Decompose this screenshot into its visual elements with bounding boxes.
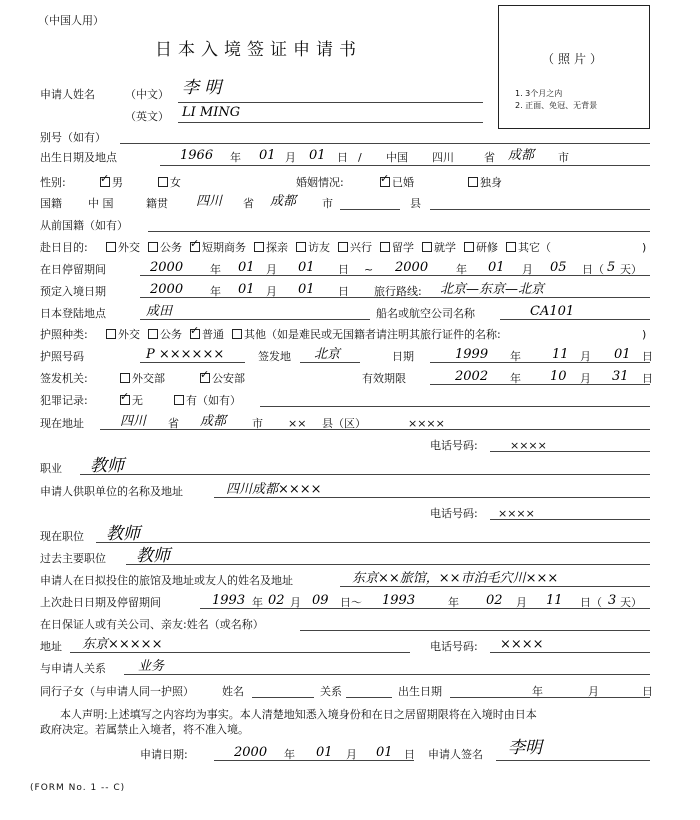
authority-mfa-option[interactable] [120,373,165,384]
last-visit-day-from[interactable]: 09 [312,593,329,608]
passport-no-label: 护照号码 [40,350,84,363]
purpose-other-label: 其它（ [518,241,551,254]
ship-value[interactable]: CA101 [530,304,575,319]
sign-month[interactable]: 01 [316,745,333,760]
purpose-school-label: 就学 [434,241,456,254]
children-label: 同行子女（与申请人同一护照） [40,685,194,698]
purpose-friends-label: 访友 [308,241,330,254]
children-birth-label: 出生日期 [398,685,442,698]
expiry-label: 有效期限 [362,372,406,385]
checkbox-icon[interactable] [338,242,348,252]
crime-none-option[interactable] [120,395,143,406]
checkbox-icon[interactable] [148,242,158,252]
expiry-month-unit: 月 [580,372,591,385]
purpose-official-label: 公务 [160,241,182,254]
route-value[interactable]: 北京—东京—北京 [440,282,545,297]
alias-label: 别号（如有） [40,131,106,144]
address-tel-label: 电话号码: [430,439,478,452]
checkbox-checked-icon[interactable] [100,177,110,187]
purpose-business[interactable] [190,241,246,254]
birth-city[interactable]: 成都 [508,148,535,163]
checkbox-icon[interactable] [174,395,184,405]
nationality-value: 中 国 [88,197,114,210]
last-visit-month-unit-from: 月 [290,596,301,609]
crime-none-label: 无 [132,394,143,407]
checkbox-icon[interactable] [148,329,158,339]
passport-official[interactable] [148,328,182,341]
marital-married-label: 已婚 [392,176,414,189]
authority-mps-label: 公安部 [212,372,245,385]
stay-month-from[interactable]: 01 [238,260,255,275]
purpose-performance[interactable] [338,241,372,254]
last-visit-days-open: 日（ [580,596,602,609]
photo-note-2: 2. 正面、免冠、无背景 [515,101,598,110]
job-value[interactable]: 教师 [90,456,124,476]
last-visit-year-unit-to: 年 [448,596,459,609]
guarantor-address-value[interactable]: 东京××××× [82,637,163,652]
address-detail: ×××× [408,417,445,430]
purpose-other[interactable] [506,241,551,254]
past-post-value[interactable]: 教师 [136,546,170,566]
name-label: 申请人姓名 [40,88,95,101]
stay-days[interactable]: 5 [607,260,616,275]
entry-label: 预定入境日期 [40,285,106,298]
purpose-close: ) [642,241,647,254]
purpose-options [106,242,559,253]
current-post-label: 现在职位 [40,530,84,543]
purpose-diplomatic-label: 外交 [118,241,140,254]
purpose-performance-label: 兴行 [350,241,372,254]
birth-country: 中国 [386,151,408,164]
last-visit-month-from[interactable]: 02 [268,593,285,608]
birth-province-unit: 省 [484,151,495,164]
last-visit-days[interactable]: 3 [608,593,617,608]
issue-year[interactable]: 1999 [455,347,489,362]
checkbox-icon[interactable] [506,242,516,252]
checkbox-icon[interactable] [232,329,242,339]
sex-male-label: 男 [112,176,123,189]
origin-city[interactable]: 成都 [270,194,297,209]
stay-day-unit-from: 日 [338,263,349,276]
purpose-official[interactable] [148,241,182,254]
expiry-year-unit: 年 [510,372,521,385]
sex-male-option[interactable] [100,177,123,188]
stay-label: 在日停留期间 [40,263,106,276]
children-day-unit: 日 [642,685,653,698]
address-province-unit: 省 [168,417,179,430]
stay-month-unit-to: 月 [522,263,533,276]
stay-day-from[interactable]: 01 [298,260,315,275]
checkbox-icon[interactable] [468,177,478,187]
sex-female-option[interactable] [158,177,181,188]
entry-year-unit: 年 [210,285,221,298]
port-label: 日本登陆地点 [40,307,106,320]
last-visit-label: 上次赴日日期及停留期间 [40,596,161,609]
stay-days-open: 日（ [582,263,604,276]
checkbox-icon[interactable] [464,242,474,252]
expiry-day[interactable]: 31 [612,369,629,384]
checkbox-icon[interactable] [254,242,264,252]
origin-province[interactable]: 四川 [196,194,223,209]
photo-label: （照片） [541,52,606,66]
passport-no-value[interactable]: P ×××××× [146,347,225,362]
children-year-unit: 年 [532,685,543,698]
children-name-label: 姓名 [222,685,244,698]
checkbox-icon[interactable] [106,242,116,252]
expiry-month[interactable]: 10 [550,369,567,384]
checkbox-icon[interactable] [380,242,390,252]
sign-month-unit: 月 [346,748,357,761]
address-tel-value: ×××× [510,439,547,452]
issue-place-value[interactable]: 北京 [314,347,341,362]
passport-type-options [106,329,509,340]
origin-city-unit: 市 [322,197,333,210]
authority-mfa-label: 外交部 [132,372,165,385]
birth-year[interactable]: 1966 [180,148,214,163]
signature-label: 申请人签名 [428,748,483,761]
marital-single-option[interactable] [468,177,502,188]
address-city[interactable]: 成都 [200,414,227,429]
checkbox-icon[interactable] [120,373,130,383]
address-label: 现在地址 [40,417,84,430]
last-visit-year-from[interactable]: 1993 [212,593,246,608]
passport-type-label: 护照种类: [40,328,88,341]
former-nationality-label: 从前国籍（如有） [40,219,128,232]
children-relation-label: 关系 [320,685,342,698]
stay-year-to[interactable]: 2000 [395,260,429,275]
checkbox-checked-icon[interactable] [190,242,200,252]
route-label: 旅行路线: [374,285,422,298]
address-city-unit: 市 [252,417,263,430]
passport-ordinary[interactable] [190,328,224,341]
passport-other-label: 其他（如是难民或无国籍者请注明其旅行证件的名称: [244,328,501,341]
checkbox-icon[interactable] [158,177,168,187]
checkbox-icon[interactable] [106,329,116,339]
entry-day[interactable]: 01 [298,282,315,297]
passport-diplomatic-label: 外交 [118,328,140,341]
sign-day[interactable]: 01 [376,745,393,760]
entry-day-unit: 日 [338,285,349,298]
form-number: (FORM No. 1 -- C) [30,783,126,793]
purpose-family-label: 探亲 [266,241,288,254]
stay-year-unit-to: 年 [456,263,467,276]
entry-month[interactable]: 01 [238,282,255,297]
birth-city-unit: 市 [558,151,569,164]
birth-province: 四川 [432,151,454,164]
ship-label: 船名或航空公司名称 [376,307,475,320]
origin-county-unit: 县 [410,197,421,210]
purpose-training-label: 研修 [476,241,498,254]
employer-tel-value: ×××× [498,507,535,520]
address-county-unit: 县（区） [322,417,366,430]
checkbox-checked-icon[interactable] [200,373,210,383]
photo-note-1: 1. 3个月之内 [515,89,563,98]
port-value[interactable]: 成田 [146,304,173,319]
name-en-label: （英文） [125,110,169,123]
crime-has-label: 有（如有） [186,394,241,407]
passport-type-close: ) [642,328,647,341]
last-visit-year-unit-from: 年 [252,596,263,609]
sex-label: 性别: [40,176,66,189]
passport-diplomatic[interactable] [106,328,140,341]
entry-year[interactable]: 2000 [150,282,184,297]
birth-year-unit: 年 [230,151,241,164]
stay-year-from[interactable]: 2000 [150,260,184,275]
marital-label: 婚姻情况: [296,176,344,189]
purpose-study-label: 留学 [392,241,414,254]
employer-tel-label: 电话号码: [430,507,478,520]
birth-label: 出生日期及地点 [40,151,117,164]
origin-province-unit: 省 [243,197,254,210]
name-en-value[interactable]: LI MING [182,105,241,120]
passport-ordinary-label: 普通 [202,328,224,341]
passport-other[interactable] [232,328,501,341]
form-tag: （中国人用） [38,14,104,27]
employer-value[interactable]: 四川成都×××× [226,482,322,497]
purpose-friends[interactable] [296,241,330,254]
sign-year-unit: 年 [284,748,295,761]
name-cn-value[interactable]: 李 明 [182,78,222,98]
issue-date-label: 日期 [392,350,414,363]
sign-year[interactable]: 2000 [234,745,268,760]
stay-month-unit-from: 月 [266,263,277,276]
last-visit-tilde: 日～ [340,596,362,609]
purpose-training[interactable] [464,241,498,254]
stay-year-unit-from: 年 [210,263,221,276]
purpose-study[interactable] [380,241,414,254]
employer-label: 申请人供职单位的名称及地址 [40,485,183,498]
last-visit-day-to[interactable]: 11 [546,593,563,608]
checkbox-checked-icon[interactable] [120,395,130,405]
name-cn-label: （中文） [125,88,169,101]
stay-tilde: ~ [364,263,374,276]
marital-single-label: 独身 [480,176,502,189]
form-title: 日本入境签证申请书 [155,40,362,60]
declaration-line-1: 本人声明:上述填写之内容均为事实。本人清楚地知悉入境身份和在日之居留期限将在入境时由日本 [60,708,537,721]
hotel-value[interactable]: 东京××旅馆，××市泊毛穴川××× [352,571,559,586]
checkbox-icon[interactable] [422,242,432,252]
issue-day[interactable]: 01 [614,347,631,362]
checkbox-checked-icon[interactable] [190,329,200,339]
job-label: 职业 [40,462,62,475]
guarantor-label: 在日保证人或有关公司、亲友:姓名（或名称） [40,618,264,631]
last-visit-year-to[interactable]: 1993 [382,593,416,608]
current-post-value[interactable]: 教师 [106,524,140,544]
relation-value[interactable]: 业务 [138,659,165,674]
signature-value[interactable]: 李明 [508,738,542,758]
sign-day-unit: 日 [404,748,415,761]
purpose-school[interactable] [422,241,456,254]
stay-month-to[interactable]: 01 [488,260,505,275]
sex-female-label: 女 [170,176,181,189]
guarantor-address-label: 地址 [40,640,62,653]
origin-label: 籍贯 [146,197,168,210]
children-month-unit: 月 [588,685,599,698]
birth-month-unit: 月 [285,151,296,164]
crime-has-option[interactable] [174,395,241,406]
past-post-label: 过去主要职位 [40,552,106,565]
birth-day[interactable]: 01 [309,148,326,163]
hotel-label: 申请人在日拟投住的旅馆及地址或友人的姓名及地址 [40,574,293,587]
birth-month[interactable]: 01 [259,148,276,163]
address-province[interactable]: 四川 [120,414,147,429]
stay-days-close: 天） [620,263,642,276]
issue-day-unit: 日 [642,350,653,363]
checkbox-checked-icon[interactable] [380,177,390,187]
nationality-label: 国籍 [40,197,62,210]
checkbox-icon[interactable] [296,242,306,252]
guarantor-tel-label: 电话号码: [430,640,478,653]
sign-date-label: 申请日期: [140,748,188,761]
purpose-business-label: 短期商务 [202,241,246,254]
purpose-family[interactable] [254,241,288,254]
issue-place-label: 签发地 [258,350,291,363]
last-visit-month-to[interactable]: 02 [486,593,503,608]
last-visit-month-unit-to: 月 [516,596,527,609]
authority-label: 签发机关: [40,372,88,385]
entry-month-unit: 月 [266,285,277,298]
guarantor-tel-value[interactable]: ×××× [500,637,544,652]
photo-box [498,5,650,129]
issue-month-unit: 月 [580,350,591,363]
birth-separator: / [358,151,362,164]
issue-month[interactable]: 11 [552,347,569,362]
passport-official-label: 公务 [160,328,182,341]
stay-day-to[interactable]: 05 [550,260,567,275]
last-visit-days-close: 天） [620,596,642,609]
issue-year-unit: 年 [510,350,521,363]
marital-married-option[interactable] [380,177,414,188]
authority-mps-option[interactable] [200,373,245,384]
expiry-day-unit: 日 [642,372,653,385]
purpose-label: 赴日目的: [40,241,88,254]
expiry-year[interactable]: 2002 [455,369,489,384]
relation-label: 与申请人关系 [40,662,106,675]
declaration-line-2: 政府决定。若属禁止入境者，将不准入境。 [40,723,249,736]
birth-day-unit: 日 [337,151,348,164]
address-county: ×× [288,417,307,430]
crime-label: 犯罪记录: [40,394,88,407]
purpose-diplomatic[interactable] [106,241,140,254]
